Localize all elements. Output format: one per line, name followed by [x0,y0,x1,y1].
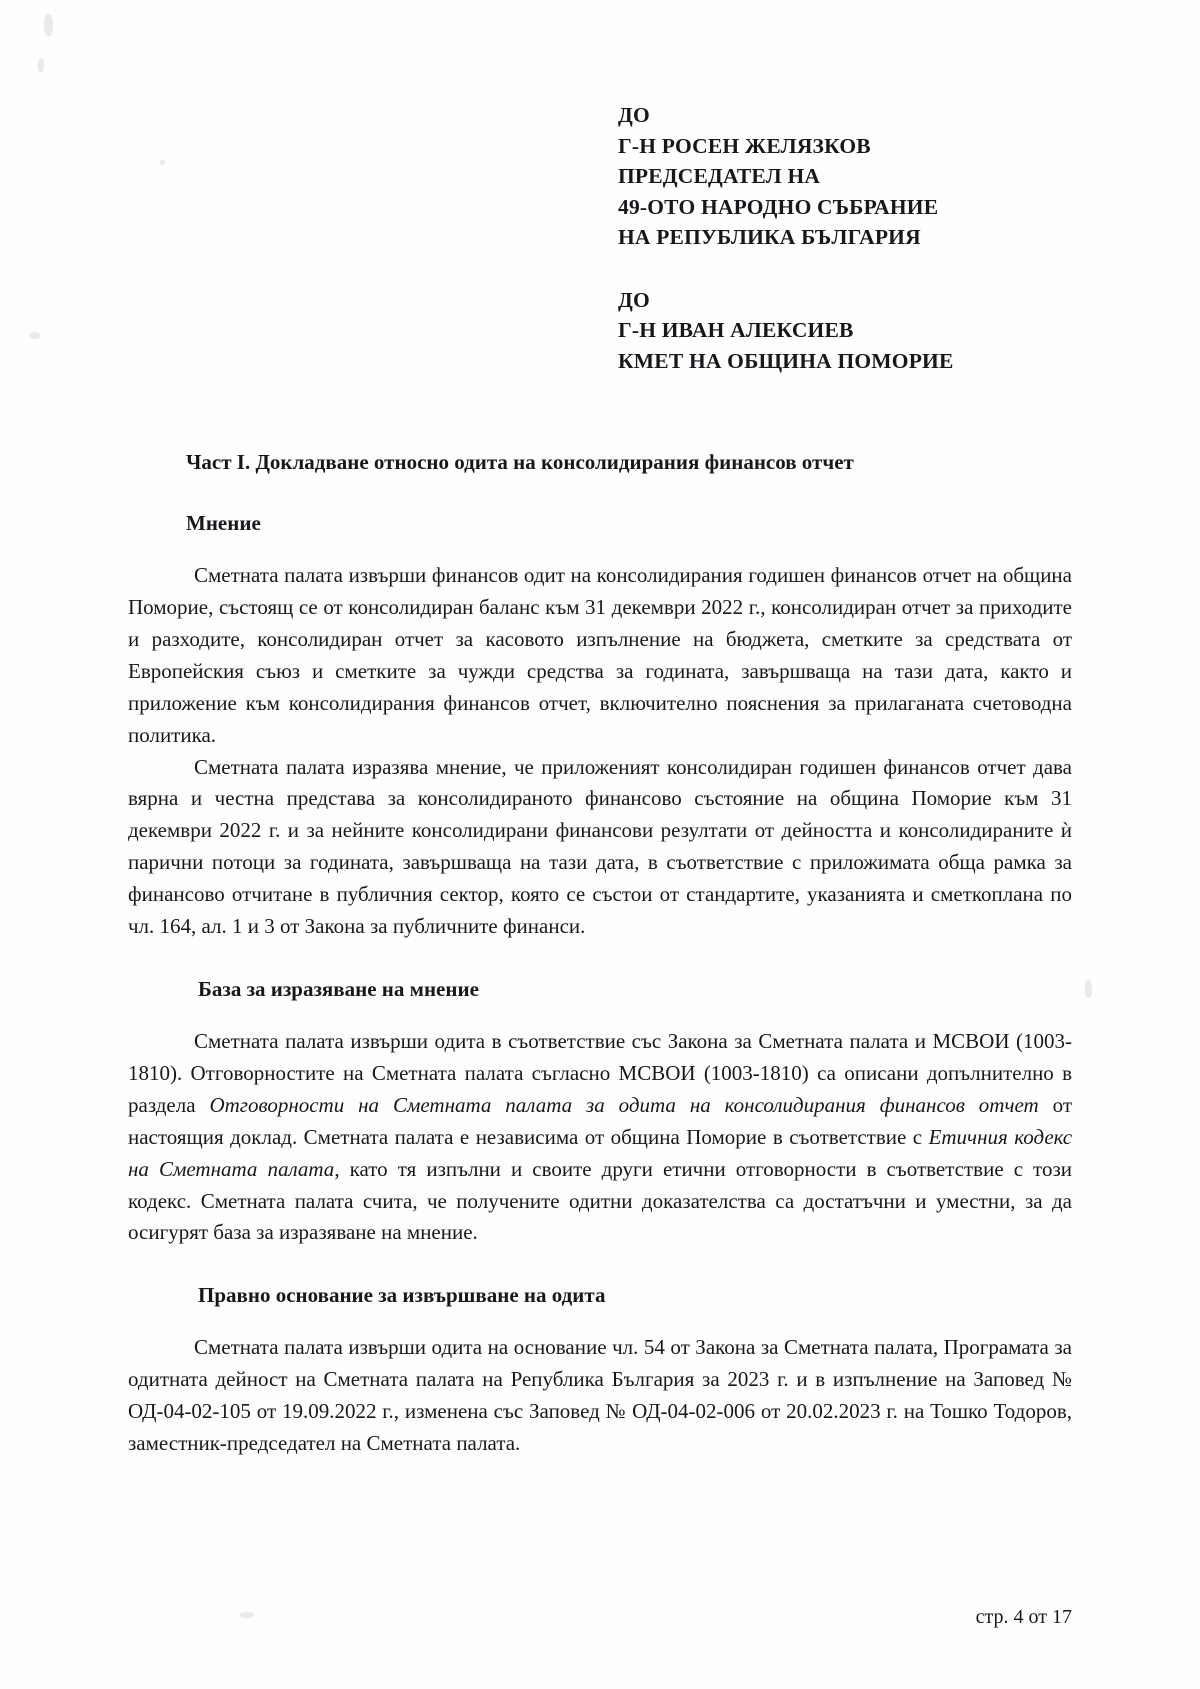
text-run-italic: Етичния кодекс на Сметната палата [128,1124,1073,1181]
paragraph: Сметната палата извърши одита на основание чл. 54 от Закона за Сметната палата, Програмата за одитната дейност на Сметната палата на Република България за 2023 г. и в изпълнение на Заповед № ОД-04-02-105 от 19.09.2022 г., изменена със Заповед № ОД-04-02-006 от 20.02.2023 г. на Тошко Тодоров, заместник-председател на Сметната палата. [128,1335,1072,1456]
paragraph-mixed [128,1026,1072,1249]
section-body-opinion [128,560,1072,943]
addressee-line: Г-Н РОСЕН ЖЕЛЯЗКОВ [618,133,871,158]
scan-speckle [30,332,40,339]
addressee-line: НА РЕПУБЛИКА БЪЛГАРИЯ [618,225,921,250]
section-heading-legal-basis: Правно основание за извършване на одита [198,1283,606,1308]
section-body-legal-basis [128,1332,1072,1460]
text-run: Сметната палата извърши одита в съответствие със Закона за Сметната палата и МСВОИ (1003-1810). Отговорностите на Сметната палата съгласно МСВОИ (1003-1810) са описани допълнително в раздела [128,1029,1072,1117]
text-run: от настоящия доклад. Сметната палата е независима от община Поморие в съответствие с [128,1092,1072,1149]
addressee-block [618,100,1072,376]
section-body-basis [128,1026,1072,1249]
paragraph: Сметната палата изразява мнение, че приложеният консолидиран годишен финансов отчет дава вярна и честна представа за консолидираното финансово състояние на община Поморие към 31 декември 2022 г. и за нейните консолидирани финансови резултати от дейността и консолидираните ѝ парични потоци за годината, завършваща на тази дата, в съответствие с приложимата обща рамка за финансово отчитане в публичния сектор, която се състои от стандартите, указанията и сметкоплана по чл. 164, ал. 1 и 3 от Закона за публичните финанси. [128,754,1072,939]
scan-speckle [1085,980,1092,998]
addressee-line: ПРЕДСЕДАТЕЛ НА [618,164,821,189]
section-heading-opinion: Мнение [186,511,261,536]
addressee-spacer [618,253,1072,285]
scan-speckle [240,1612,254,1618]
section-heading-basis: База за изразяване на мнение [198,977,479,1001]
paragraph: Сметната палата извърши финансов одит на консолидирания годишен финансов отчет на община Поморие, състоящ се от консолидиран баланс към 31 декември 2022 г., консолидиран отчет за приходите и разходите, консолидиран отчет за касовото изпълнение на бюджета, сметките за средствата от Европейския съюз и сметките за чужди средства за годината, завършваща на тази дата, както и приложение към консолидирания финансов отчет, включително пояснения за прилаганата счетоводна политика. [128,563,1072,747]
part-title: Част I. Докладване относно одита на консолидирания финансов отчет [186,450,854,475]
text-run: , като тя изпълни и своите други етични отговорности в съответствие с този кодекс. Сметната палата счита, че получените одитни доказателства са достатъчни и уместни, за да осигурят база за изразяване на мнение. [128,1156,1072,1245]
page-footer: стр. 4 от 17 [975,1606,1072,1628]
addressee-line: 49-ОТО НАРОДНО СЪБРАНИЕ [618,194,939,219]
scan-speckle [38,58,44,72]
addressee-line: ДО [618,103,650,127]
addressee-line: Г-Н ИВАН АЛЕКСИЕВ [618,318,854,343]
addressee-line: ДО [618,287,650,312]
addressee-line: КМЕТ НА ОБЩИНА ПОМОРИЕ [618,348,954,373]
scan-speckle [44,14,53,36]
scan-speckle [160,160,165,165]
text-run-italic: Отговорности на Сметната палата за одита на консолидирания финансов отчет [209,1092,1039,1117]
